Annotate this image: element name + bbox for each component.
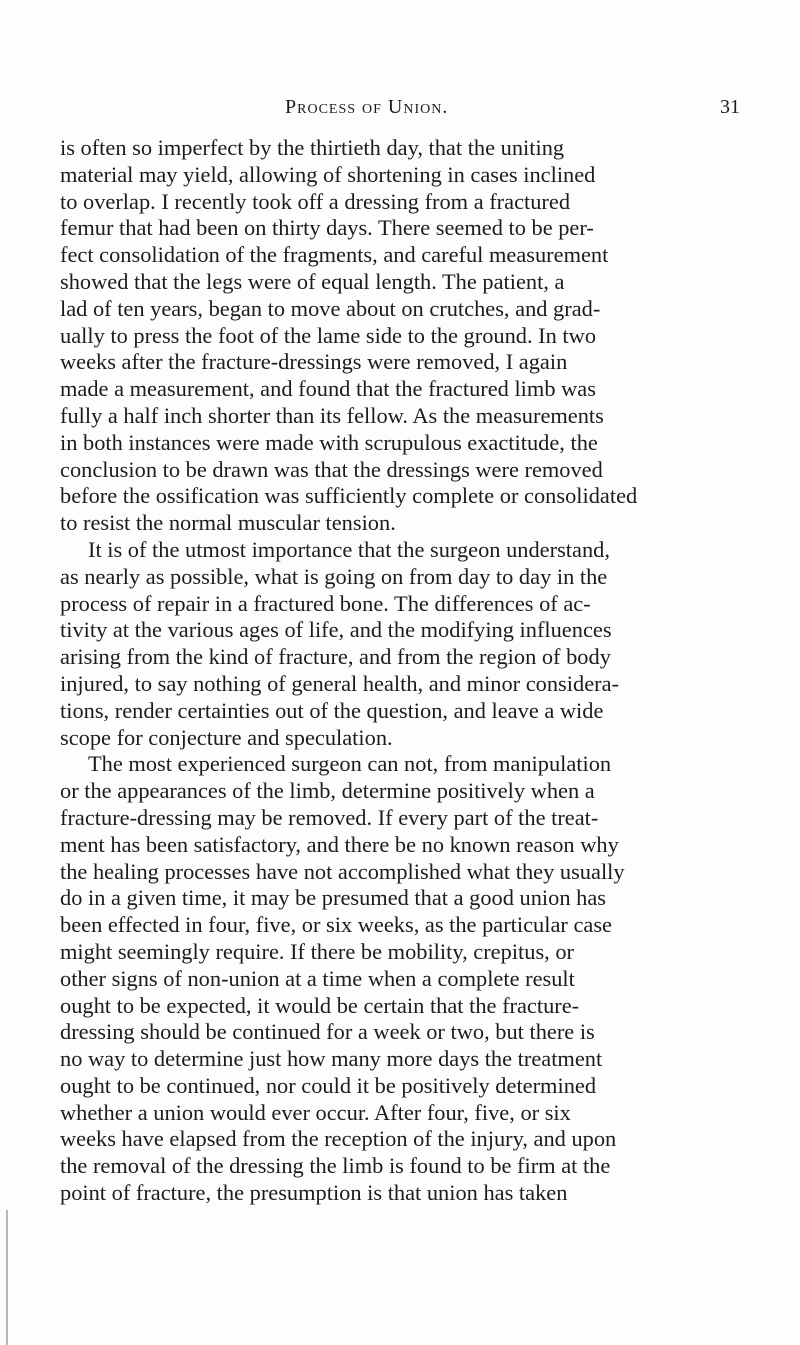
page-number: 31 xyxy=(720,96,740,118)
paragraph-start-line: It is of the utmost importance that the surgeon understand, xyxy=(88,536,610,562)
text-line: fect consolidation of the fragments, and careful measurement xyxy=(60,242,609,268)
text-line: to resist the normal muscular tension. xyxy=(60,510,396,536)
text-line: to overlap. I recently took off a dressing from a fractured xyxy=(60,188,571,214)
text-line: other signs of non-union at a time when a complete result xyxy=(60,965,575,991)
binding-shadow xyxy=(6,1210,8,1345)
text-line: arising from the kind of fracture, and from the region of body xyxy=(60,644,611,670)
text-line: ually to press the foot of the lame side to the ground. In two xyxy=(60,322,597,348)
text-line: femur that had been on thirty days. There seemed to be per- xyxy=(60,215,594,241)
text-line: weeks after the fracture-dressings were removed, I again xyxy=(60,349,568,375)
text-line: might seemingly require. If there be mobility, crepitus, or xyxy=(60,938,575,964)
text-line: process of repair in a fractured bone. The differences of ac- xyxy=(60,590,591,616)
text-line: made a measurement, and found that the fractured limb was xyxy=(60,376,596,402)
text-line: ought to be continued, nor could it be positively determined xyxy=(60,1072,597,1098)
text-line: no way to determine just how many more days the treatment xyxy=(60,1046,603,1072)
text-line: material may yield, allowing of shortening in cases inclined xyxy=(60,161,596,187)
text-line: before the ossification was sufficiently complete or consolidated xyxy=(60,483,638,509)
text-line: is often so imperfect by the thirtieth day, that the uniting xyxy=(60,135,565,160)
text-line: showed that the legs were of equal length. The patient, a xyxy=(60,268,565,294)
text-line: the healing processes have not accomplished what they usually xyxy=(60,858,625,884)
paragraph-start-line: The most experienced surgeon can not, from manipulation xyxy=(88,751,612,777)
text-line: injured, to say nothing of general health, and minor considera- xyxy=(60,670,619,696)
text-line: whether a union would ever occur. After four, five, or six xyxy=(60,1099,571,1125)
running-title: Process of Union. xyxy=(285,96,449,118)
text-line: tivity at the various ages of life, and the modifying influences xyxy=(60,617,612,643)
text-line: scope for conjecture and speculation. xyxy=(60,724,393,750)
body-text xyxy=(60,135,746,1207)
text-line: dressing should be continued for a week or two, but there is xyxy=(60,1019,595,1045)
text-line: tions, render certainties out of the question, and leave a wide xyxy=(60,697,604,723)
text-line: the removal of the dressing the limb is found to be firm at the xyxy=(60,1153,611,1179)
text-line: fully a half inch shorter than its fellow. As the measurements xyxy=(60,402,604,428)
text-line: do in a given time, it may be presumed that a good union has xyxy=(60,885,606,911)
text-line: as nearly as possible, what is going on from day to day in the xyxy=(60,563,608,589)
text-line: conclusion to be drawn was that the dressings were removed xyxy=(60,456,603,482)
text-line: lad of ten years, began to move about on crutches, and grad- xyxy=(60,295,601,321)
running-head xyxy=(0,96,800,120)
text-line: weeks have elapsed from the reception of the injury, and upon xyxy=(60,1126,617,1152)
text-line: or the appearances of the limb, determine positively when a xyxy=(60,778,595,804)
text-line: been effected in four, five, or six weeks, as the particular case xyxy=(60,912,612,938)
text-line: ought to be expected, it would be certain that the fracture- xyxy=(60,992,580,1018)
text-line: in both instances were made with scrupulous exactitude, the xyxy=(60,429,598,455)
text-line: ment has been satisfactory, and there be no known reason why xyxy=(60,831,619,857)
text-line: fracture-dressing may be removed. If every part of the treat- xyxy=(60,804,599,830)
text-line: point of fracture, the presumption is that union has taken xyxy=(60,1180,568,1206)
